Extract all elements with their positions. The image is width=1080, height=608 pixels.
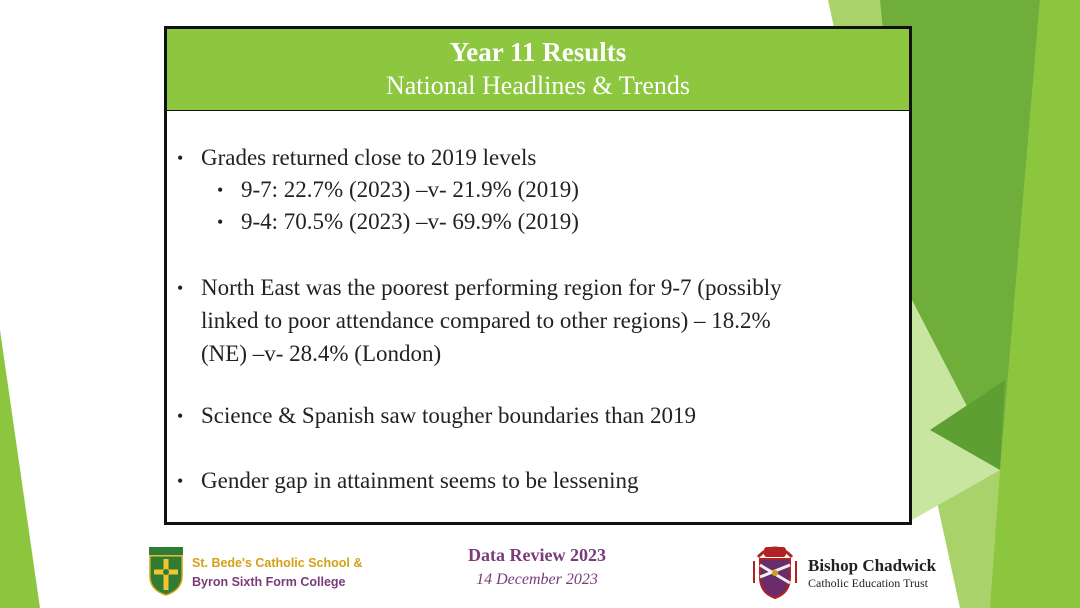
- slide-title: Year 11 Results: [449, 37, 627, 67]
- data-review-title: Data Review 2023: [468, 545, 606, 565]
- bullet-icon: •: [217, 212, 224, 232]
- school-crest-icon: [148, 546, 184, 596]
- trust-crest-icon: [750, 543, 800, 599]
- school-college: College: [300, 575, 346, 589]
- title-banner: [164, 26, 912, 112]
- content-panel: [164, 110, 912, 525]
- school-name-line2: Byron Sixth Form: [192, 575, 297, 589]
- bullet-boundaries: Science & Spanish saw tougher boundaries than 2019: [201, 403, 697, 428]
- trust-subtitle: Catholic Education Trust: [808, 576, 928, 590]
- bullet-north-east-line1: North East was the poorest performing region for 9-7 (possibly: [201, 275, 782, 300]
- bullet-grades: Grades returned close to 2019 levels: [201, 145, 537, 170]
- green-shape-left: [0, 330, 40, 608]
- school-ampersand: &: [353, 556, 363, 570]
- slide-subtitle: National Headlines & Trends: [385, 71, 691, 100]
- bullet-icon: •: [177, 278, 184, 298]
- bullet-icon: •: [217, 180, 224, 200]
- bullet-north-east-line2: linked to poor attendance compared to other regions) – 18.2%: [201, 308, 771, 333]
- bullet-icon: •: [177, 148, 184, 168]
- data-review-date: 14 December 2023: [476, 571, 598, 588]
- bullet-icon: •: [177, 471, 184, 491]
- bullet-gender-gap: Gender gap in attainment seems to be lessening: [201, 468, 639, 493]
- trust-name: Bishop Chadwick: [808, 556, 937, 575]
- bullet-icon: •: [177, 406, 184, 426]
- bullet-north-east-line3: (NE) –v- 28.4% (London): [201, 341, 442, 366]
- sub-bullet-9-4: 9-4: 70.5% (2023) –v- 69.9% (2019): [241, 209, 579, 234]
- sub-bullet-9-7: 9-7: 22.7% (2023) –v- 21.9% (2019): [241, 177, 579, 202]
- school-name-line1: St. Bede's Catholic School: [192, 556, 350, 570]
